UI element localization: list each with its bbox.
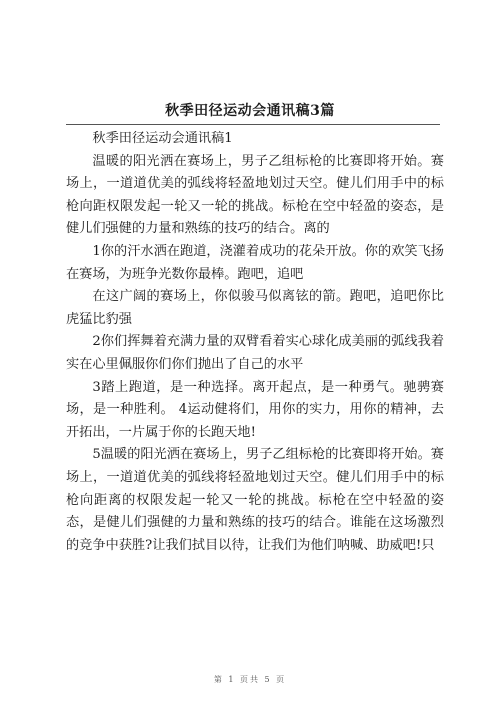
- document-body: [66, 128, 444, 557]
- paragraph: 在这广阔的赛场上，你似骏马似离铉的箭。跑吧，追吧你比虎猛比豹强: [66, 289, 444, 327]
- section-heading: 秋季田径运动会通讯稿1: [92, 131, 233, 146]
- paragraph: 温暖的阳光洒在赛场上，男子乙组标枪的比赛即将开始。赛场上，一道道优美的弧线将轻盈地划过天空。健儿们用手中的标枪向距权限发起一轮又一轮的挑战。标枪在空中轻盈的姿态，是健儿们强健的力量和熟练的技巧的结合。离的: [66, 153, 444, 237]
- page-footer: 第 1 页共 5 页: [213, 675, 287, 684]
- title-divider: [66, 124, 440, 125]
- paragraph: 3踏上跑道，是一种选择。离开起点，是一种勇气。驰骋赛场，是一种胜利。 4运动健将们，用你的实力，用你的精神，去开拓出，一片属于你的长跑天地!: [66, 379, 444, 440]
- document-title: 秋季田径运动会通讯稿3篇: [165, 103, 335, 119]
- paragraph: 2你们挥舞着充满力量的双臂看着实心球化成美丽的弧线我着实在心里佩服你们你们抛出了自己的水平: [66, 334, 444, 372]
- paragraph: 1你的汗水洒在跑道，浇灌着成功的花朵开放。你的欢笑飞扬在赛场，为班争光数你最棒。跑吧，追吧: [66, 243, 444, 282]
- paragraph: 5温暖的阳光洒在赛场上，男子乙组标枪的比赛即将开始。赛场上，一道道优美的弧线将轻盈地划过天空。健儿们用手中的标枪向距离的权限发起一轮又一轮的挑战。标枪在空中轻盈的姿态，是健儿们强健的力量和熟练的技巧的结合。谁能在这场激烈的竞争中获胜?让我们拭目以待，让我们为他们呐喊、助威吧!只: [66, 447, 444, 553]
